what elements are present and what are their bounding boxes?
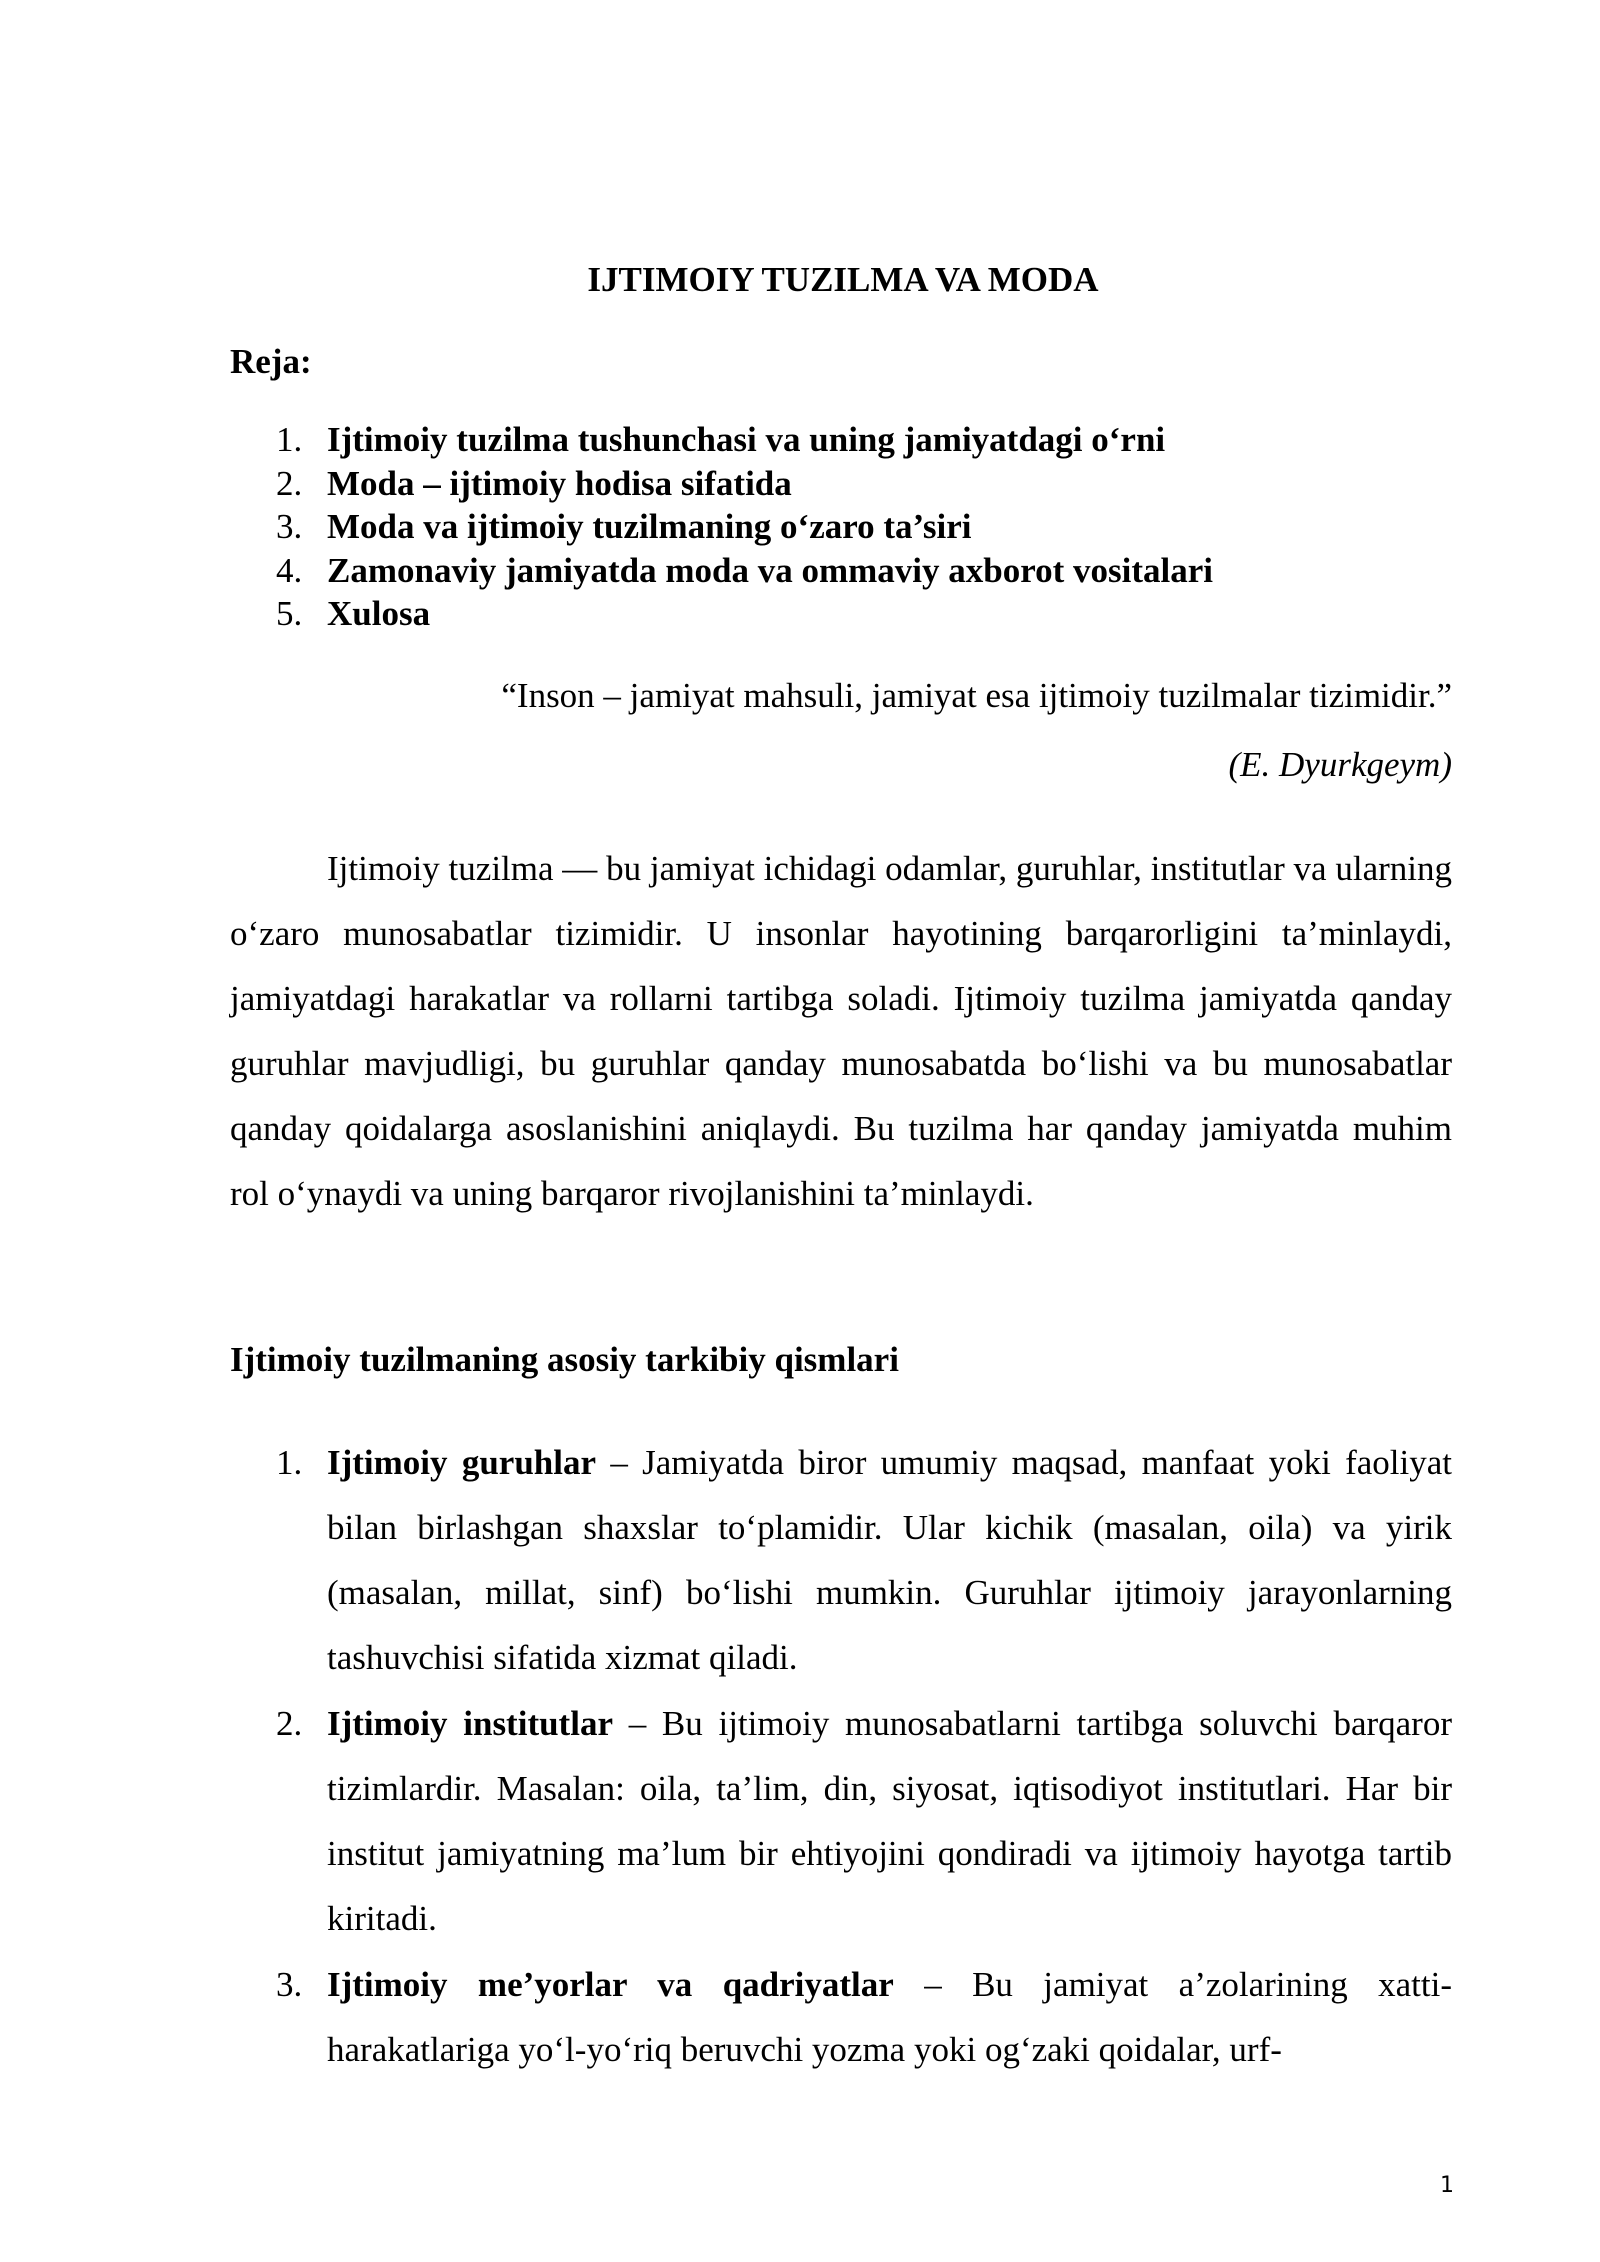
plan-item-label: Zamonaviy jamiyatda moda va ommaviy axborot vositalari xyxy=(327,550,1214,590)
plan-item-number: 2. xyxy=(276,463,303,503)
plan-item-label: Moda – ijtimoiy hodisa sifatida xyxy=(327,463,792,503)
plan-heading: Reja: xyxy=(230,342,312,381)
component-number: 2. xyxy=(276,1704,303,1743)
component-term: Ijtimoiy me’yorlar va qadriyatlar xyxy=(327,1965,894,2004)
plan-item-number: 5. xyxy=(276,594,303,633)
component-description: – Bu jamiyat a’zolarining xatti-harakatlariga yo‘l-yo‘riq beruvchi yozma yoki og‘zaki qoidalar, urf- xyxy=(327,1965,1452,2069)
plan-item xyxy=(230,592,1450,636)
epigraph-quote: “Inson – jamiyat mahsuli, jamiyat esa ijtimoiy tuzilmalar tizimidir.” xyxy=(501,676,1452,715)
plan-list xyxy=(230,418,1450,636)
plan-item-number: 1. xyxy=(276,420,303,459)
component-number: 3. xyxy=(276,1965,303,2004)
epigraph-author: (E. Dyurkgeym) xyxy=(1228,745,1452,784)
intro-paragraph: Ijtimoiy tuzilma — bu jamiyat ichidagi odamlar, guruhlar, institutlar va ularning o‘zaro munosabatlar tizimidir. U insonlar hayotining barqarorligini ta’minlaydi, jamiyatdagi harakatlar va rollarni tartibga soladi. Ijtimoiy tuzilma jamiyatda qanday guruhlar mavjudligi, bu guruhlar qanday munosabatda bo‘lishi va bu munosabatlar qanday qoidalarga asoslanishini aniqlaydi. Bu tuzilma har qanday jamiyatda muhim rol o‘ynaydi va uning barqaror rivojlanishini ta’minlaydi. xyxy=(230,849,1452,1213)
plan-item-number: 4. xyxy=(276,550,303,590)
component-term: Ijtimoiy guruhlar xyxy=(327,1443,597,1482)
component-number: 1. xyxy=(276,1443,303,1482)
section-heading: Ijtimoiy tuzilmaning asosiy tarkibiy qismlari xyxy=(230,1340,899,1379)
page-number: 1 xyxy=(1440,2173,1454,2198)
component-term: Ijtimoiy institutlar xyxy=(327,1704,613,1743)
component-item xyxy=(230,1952,1452,2082)
component-description: – Bu ijtimoiy munosabatlarni tartibga soluvchi barqaror tizimlardir. Masalan: oila, ta’lim, din, siyosat, iqtisodiyot institutlari. Har bir institut jamiyatning ma’lum bir ehtiyojini qondiradi va ijtimoiy hayotga tartib kiritadi. xyxy=(327,1704,1452,1938)
component-item xyxy=(230,1691,1452,1951)
plan-item xyxy=(230,505,1450,549)
document-title: IJTIMOIY TUZILMA VA MODA xyxy=(587,260,1099,299)
plan-item xyxy=(230,549,1450,593)
plan-item-label: Moda va ijtimoiy tuzilmaning o‘zaro ta’siri xyxy=(327,507,972,546)
plan-item xyxy=(230,418,1450,462)
plan-item xyxy=(230,462,1450,506)
plan-item-label: Xulosa xyxy=(327,594,431,633)
components-list xyxy=(230,1430,1452,2083)
plan-item-label: Ijtimoiy tuzilma tushunchasi va uning jamiyatdagi o‘rni xyxy=(327,420,1166,459)
component-item xyxy=(230,1430,1452,1690)
plan-item-number: 3. xyxy=(276,507,303,546)
component-description: – Jamiyatda biror umumiy maqsad, manfaat yoki faoliyat bilan birlashgan shaxslar to‘plamidir. Ular kichik (masalan, oila) va yirik (masalan, millat, sinf) bo‘lishi mumkin. Guruhlar ijtimoiy jarayonlarning tashuvchisi sifatida xizmat qiladi. xyxy=(327,1443,1452,1677)
